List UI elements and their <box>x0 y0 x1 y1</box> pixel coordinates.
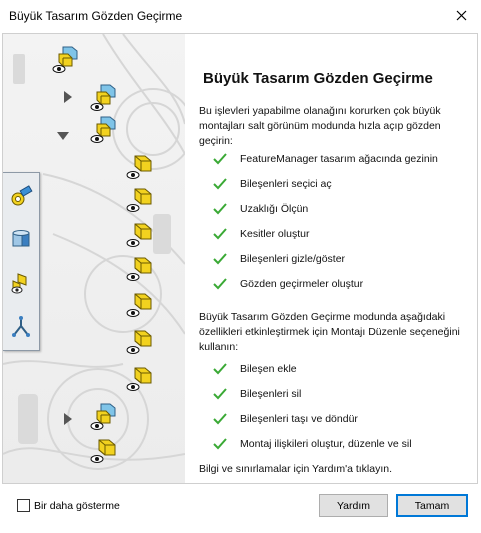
feature-list-item <box>213 274 363 294</box>
section-view-button[interactable] <box>8 226 34 252</box>
feature-label: Kesitler oluştur <box>240 228 310 240</box>
feature-label: Uzaklığı Ölçün <box>240 203 309 215</box>
measure-button[interactable] <box>8 183 34 209</box>
part-icon <box>89 436 119 466</box>
tree-part-node <box>89 436 119 466</box>
checkmark-icon <box>213 363 227 375</box>
feature-label: Montaj ilişkileri oluştur, düzenle ve sil <box>240 438 412 450</box>
feature-list-item <box>213 224 309 244</box>
intro-text: Bu işlevleri yapabilme olanağını korurken çok büyük montajları salt görünüm modunda hızla açıp gözden geçirin: <box>199 105 441 147</box>
ok-button[interactable]: Tamam <box>396 494 468 517</box>
part-icon <box>125 327 155 357</box>
checkmark-icon <box>213 228 227 240</box>
feature-list-item <box>213 174 332 194</box>
tree-part-node <box>125 220 155 250</box>
illustration-panel <box>3 34 185 484</box>
close-icon <box>456 10 467 21</box>
tree-part-node <box>125 290 155 320</box>
feature-list-item <box>213 249 345 269</box>
help-button[interactable]: Yardım <box>319 494 388 517</box>
tree-part-node <box>125 185 155 215</box>
part-icon <box>125 220 155 250</box>
tree-part-node <box>125 254 155 284</box>
selective-open-icon <box>9 315 33 339</box>
checkmark-icon <box>213 203 227 215</box>
part-icon <box>125 152 155 182</box>
show-hide-component-icon <box>9 271 33 295</box>
dialog-footer <box>0 484 481 533</box>
selective-open-button[interactable] <box>8 314 34 340</box>
tree-assembly-node <box>89 401 119 431</box>
feature-list-item <box>213 434 412 454</box>
tree-collapse-arrow[interactable] <box>56 128 70 146</box>
tree-expand-arrow[interactable] <box>63 90 73 109</box>
feature-label: Bileşenleri gizle/göster <box>240 253 346 265</box>
checkbox-box[interactable] <box>17 499 30 512</box>
tree-part-node <box>125 152 155 182</box>
tree-assembly-node <box>89 114 119 144</box>
assembly-icon <box>89 82 119 112</box>
feature-label: Bileşenleri sil <box>240 388 302 400</box>
feature-list-item <box>213 199 308 219</box>
window-title: Büyük Tasarım Gözden Geçirme <box>9 9 183 23</box>
checkmark-icon <box>213 253 227 265</box>
dialog-body <box>2 33 478 484</box>
feature-label: Bileşenleri taşı ve döndür <box>240 413 358 425</box>
checkmark-icon <box>213 388 227 400</box>
checkmark-icon <box>213 438 227 450</box>
feature-label: Bileşenleri seçici aç <box>240 178 332 190</box>
section-view-icon <box>9 227 33 251</box>
edit-intro-text: Büyük Tasarım Gözden Geçirme modunda aşağıdaki özellikleri etkinleştirmek için Montajı Düzenle seçeneğini kullanın: <box>199 311 460 353</box>
checkmark-icon <box>213 413 227 425</box>
checkmark-icon <box>213 153 227 165</box>
feature-list-item <box>213 149 438 169</box>
content-panel <box>185 34 477 484</box>
title-bar <box>0 0 481 31</box>
part-icon <box>125 290 155 320</box>
checkmark-icon <box>213 178 227 190</box>
help-note: Bilgi ve sınırlamalar için Yardım'a tıklayın. <box>199 463 393 475</box>
feature-list-item <box>213 409 358 429</box>
assembly-icon <box>89 401 119 431</box>
expand-arrow-icon[interactable] <box>63 412 73 426</box>
checkmark-icon <box>213 278 227 290</box>
dont-show-again-checkbox[interactable] <box>17 499 120 512</box>
tree-assembly-node <box>89 82 119 112</box>
tree-part-node <box>125 327 155 357</box>
dont-show-again-label: Bir daha gösterme <box>34 499 120 512</box>
feature-label: Gözden geçirmeler oluştur <box>240 278 364 290</box>
show-hide-components-button[interactable] <box>8 270 34 296</box>
tree-part-node <box>125 364 155 394</box>
collapse-arrow-icon[interactable] <box>56 131 70 141</box>
feature-list-item <box>213 359 297 379</box>
feature-list-item <box>213 384 301 404</box>
close-button[interactable] <box>441 0 481 31</box>
view-toolbar <box>3 172 40 351</box>
content-heading: Büyük Tasarım Gözden Geçirme <box>203 70 433 87</box>
tree-expand-arrow[interactable] <box>63 412 73 431</box>
feature-label: FeatureManager tasarım ağacında gezinin <box>240 153 438 165</box>
measure-icon <box>9 184 33 208</box>
assembly-icon <box>89 114 119 144</box>
part-icon <box>125 364 155 394</box>
part-icon <box>125 254 155 284</box>
part-icon <box>125 185 155 215</box>
expand-arrow-icon[interactable] <box>63 90 73 104</box>
assembly-icon <box>51 44 81 74</box>
feature-label: Bileşen ekle <box>240 363 297 375</box>
tree-assembly-node <box>51 44 81 74</box>
